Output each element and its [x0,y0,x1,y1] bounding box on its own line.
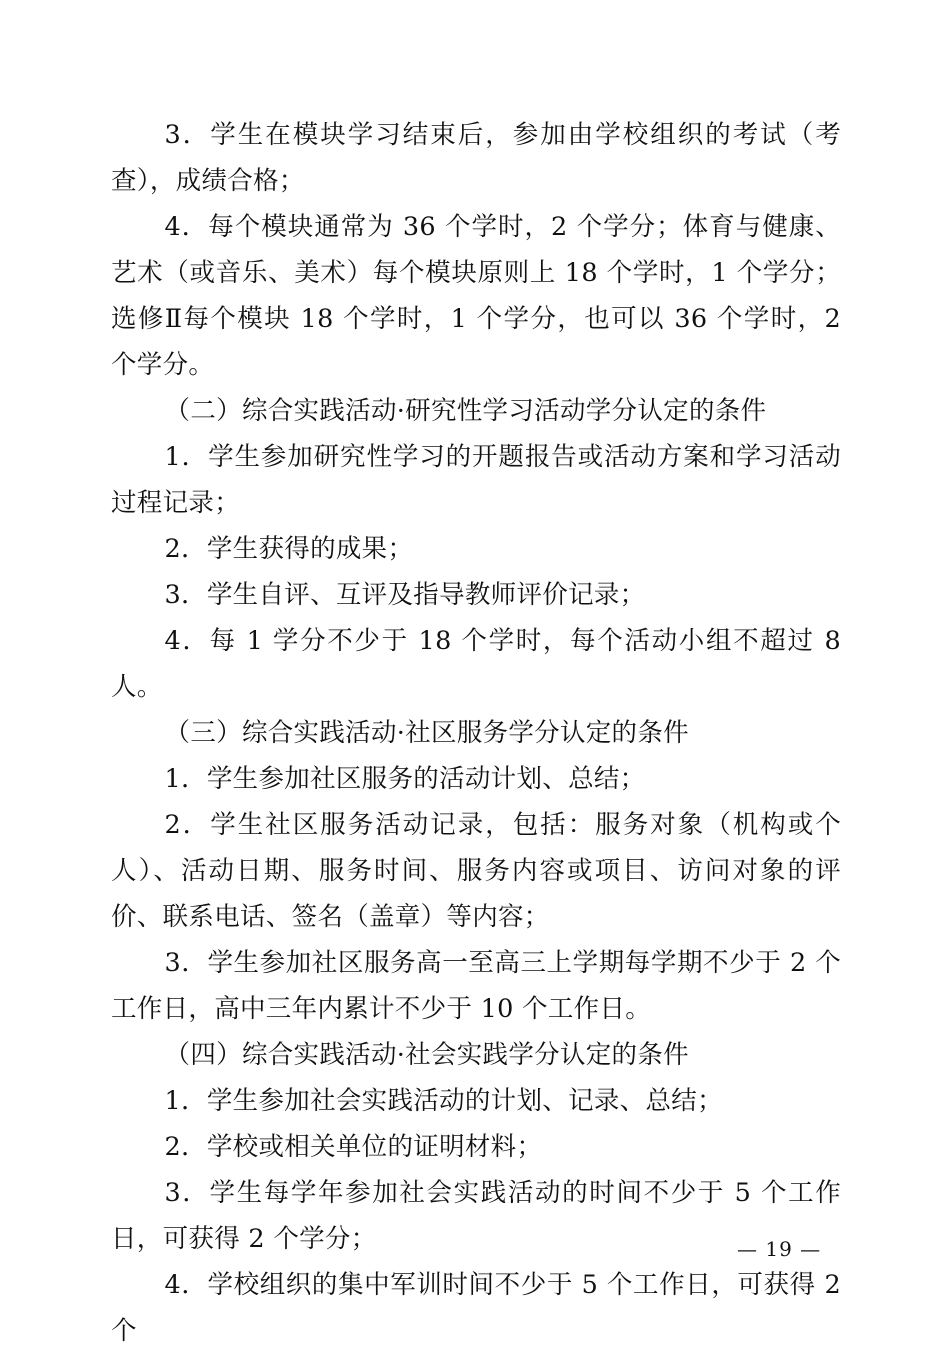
section-heading: （三）综合实践活动·社区服务学分认定的条件 [164,718,689,748]
paragraph: 3．学生每学年参加社会实践活动的时间不少于 5 个工作日，可获得 2 个学分； [111,1178,841,1254]
paragraph: 2．学生获得的成果； [164,534,414,564]
paragraph: 1．学生参加研究性学习的开题报告或活动方案和学习活动过程记录； [111,442,841,518]
paragraph: 3．学生自评、互评及指导教师评价记录； [164,580,646,610]
paragraph: 3．学生参加社区服务高一至高三上学期每学期不少于 2 个工作日，高中三年内累计不少于 10 个工作日。 [111,948,841,1024]
paragraph: 4．学校组织的集中军训时间不少于 5 个工作日，可获得 2 个 [111,1270,841,1346]
section-heading: （四）综合实践活动·社会实践学分认定的条件 [164,1040,689,1070]
paragraph: 3．学生在模块学习结束后，参加由学校组织的考试（考查），成绩合格； [111,120,841,196]
paragraph: 2．学生社区服务活动记录，包括：服务对象（机构或个人）、活动日期、服务时间、服务内容或项目、访问对象的评价、联系电话、签名（盖章）等内容； [111,810,841,932]
paragraph: 2．学校或相关单位的证明材料； [164,1132,543,1162]
paragraph: 4．每 1 学分不少于 18 个学时，每个活动小组不超过 8 人。 [111,626,841,702]
section-heading: （二）综合实践活动·研究性学习活动学分认定的条件 [164,396,767,426]
paragraph: 4．每个模块通常为 36 个学时，2 个学分；体育与健康、艺术（或音乐、美术）每个模块原则上 18 个学时，1 个学分；选修Ⅱ每个模块 18 个学时，1 个学分，也可以 36 个学时，2 个学分。 [111,212,841,380]
document-body [111,112,841,1354]
paragraph: 1．学生参加社会实践活动的计划、记录、总结； [164,1086,723,1116]
page-number: — 19 — [737,1237,822,1261]
paragraph: 1．学生参加社区服务的活动计划、总结； [164,764,646,794]
